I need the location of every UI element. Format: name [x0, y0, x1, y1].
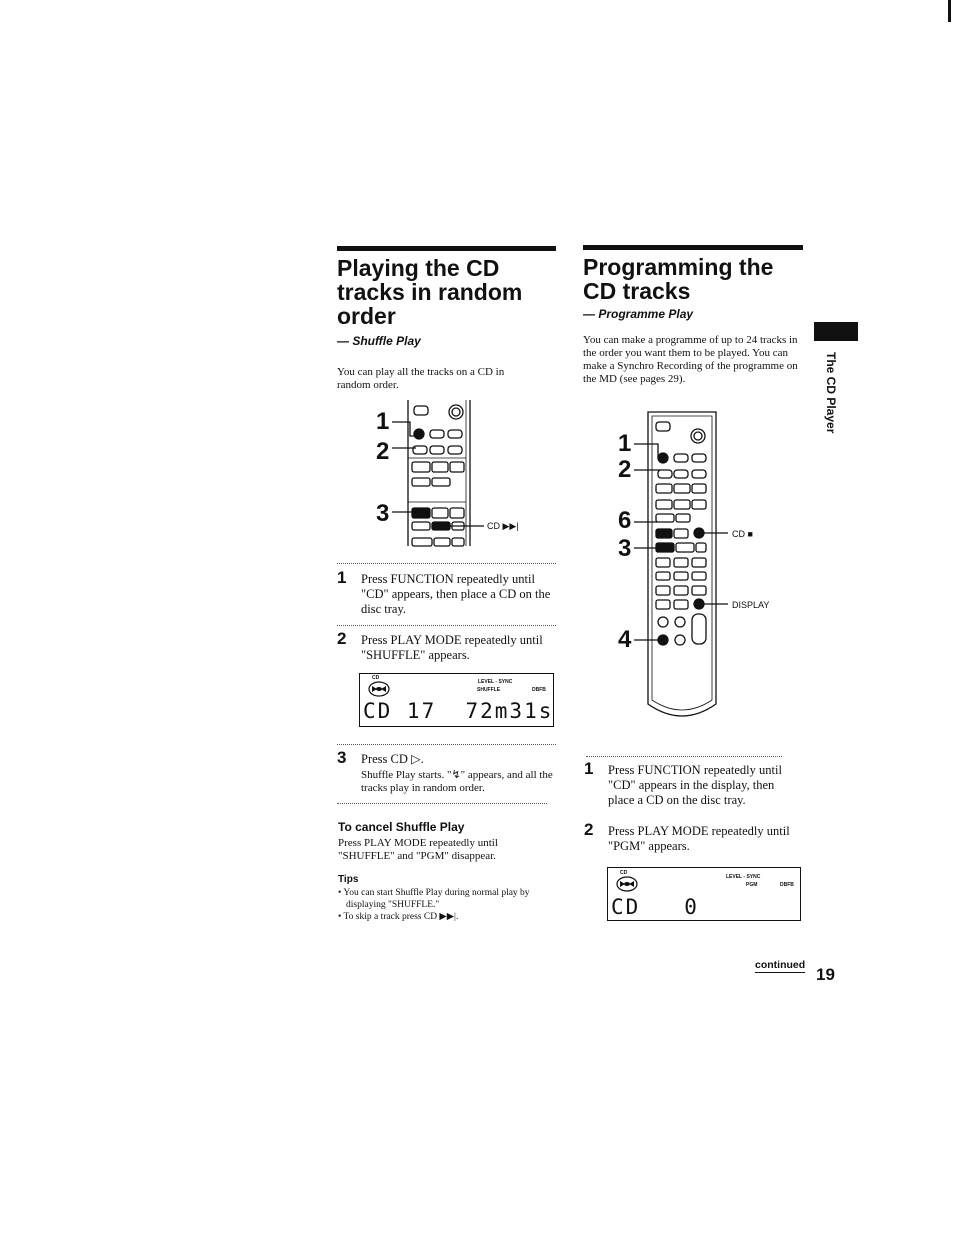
right-callout-2: 2 [618, 456, 632, 483]
edge-mark [948, 0, 951, 22]
left-divider-1 [337, 563, 556, 564]
left-callout-1: 1 [376, 408, 390, 435]
right-step-1-number: 1 [584, 759, 594, 778]
left-lcd-shuffle: SHUFFLE [477, 687, 501, 693]
left-cancel-text: Press PLAY MODE repeatedly until "SHUFFLE" and "PGM" disappear. [338, 837, 498, 862]
left-lcd-cd-label: CD [372, 675, 380, 681]
left-title-line3: order [337, 303, 396, 329]
left-lcd-level-sync: LEVEL - SYNC [478, 679, 513, 685]
left-divider-2 [337, 625, 556, 626]
right-label-display: DISPLAY [732, 600, 770, 610]
left-lcd-dbfb: DBFB [532, 687, 546, 693]
side-tab-label: The CD Player [824, 352, 838, 434]
right-title-rule [583, 245, 803, 250]
right-label-cd-stop: CD ■ [732, 529, 753, 539]
right-lcd-cd-label: CD [620, 870, 628, 876]
right-intro: You can make a programme of up to 24 tracks in the order you want them to be played. You can make a Synchro Recording of the programme on the MD (see pages 29). [583, 334, 798, 385]
continued-label: continued [755, 959, 806, 971]
left-title-line2: tracks in random [337, 279, 523, 305]
right-lcd-pgm: PGM [746, 882, 758, 888]
left-divider-4 [337, 803, 547, 804]
left-divider-3 [337, 744, 556, 745]
tip-text: You can start Shuffle Play during normal play by displaying "SHUFFLE." [343, 888, 530, 910]
left-lcd-main-readout: CD 17 72m31s [363, 699, 554, 723]
tip-item: • To skip a track press CD ▶▶|. [338, 912, 459, 922]
left-title-line1: Playing the CD [337, 255, 500, 281]
right-title-line2: CD tracks [583, 278, 691, 304]
right-callout-1: 1 [618, 430, 632, 457]
left-step-3-detail: Shuffle Play starts. "↯" appears, and all the tracks play in random order. [361, 769, 553, 794]
right-step-2-number: 2 [584, 820, 594, 839]
right-subtitle: — Programme Play [583, 307, 694, 321]
right-lcd-display [607, 867, 801, 921]
right-callout-4: 4 [618, 626, 632, 653]
side-tab-block [814, 322, 858, 341]
left-title-rule [337, 246, 556, 251]
right-callout-6: 6 [618, 507, 632, 534]
left-step-1-number: 1 [337, 568, 347, 587]
left-callout-2: 2 [376, 438, 390, 465]
right-title-line1: Programming the [583, 254, 774, 280]
left-step-1-text: Press FUNCTION repeatedly until "CD" appears, then place a CD on the disc tray. [361, 572, 551, 616]
left-step-2-text: Press PLAY MODE repeatedly until "SHUFFLE" appears. [361, 633, 543, 662]
left-step-3-text: Press CD ▷. [361, 752, 424, 766]
left-lcd-display [359, 673, 554, 727]
left-subtitle: — Shuffle Play [337, 334, 421, 348]
right-callout-3: 3 [618, 535, 632, 562]
left-tips-list [338, 887, 558, 923]
left-step-2-number: 2 [337, 629, 347, 648]
right-step-2-text: Press PLAY MODE repeatedly until "PGM" appears. [608, 824, 790, 853]
right-remote-illustration [612, 408, 782, 724]
left-callout-3: 3 [376, 500, 390, 527]
right-lcd-dbfb: DBFB [780, 882, 794, 888]
left-callout-label-cd-skip: CD ▶▶| [487, 521, 519, 531]
right-lcd-level-sync: LEVEL - SYNC [726, 874, 761, 880]
right-divider-1 [586, 756, 782, 757]
page-number: 19 [816, 965, 835, 984]
left-intro: You can play all the tracks on a CD in random order. [337, 366, 505, 391]
tip-text: To skip a track press CD ▶▶|. [343, 912, 459, 922]
left-tips-heading: Tips [338, 874, 359, 885]
tip-item: • You can start Shuffle Play during normal play by displaying "SHUFFLE." [338, 888, 530, 910]
left-step-3-number: 3 [337, 748, 347, 767]
right-step-1-text: Press FUNCTION repeatedly until "CD" appears in the display, then place a CD on the disc tray. [608, 763, 782, 807]
right-lcd-main-readout: CD 0 [611, 895, 699, 919]
left-cancel-heading: To cancel Shuffle Play [338, 820, 465, 834]
